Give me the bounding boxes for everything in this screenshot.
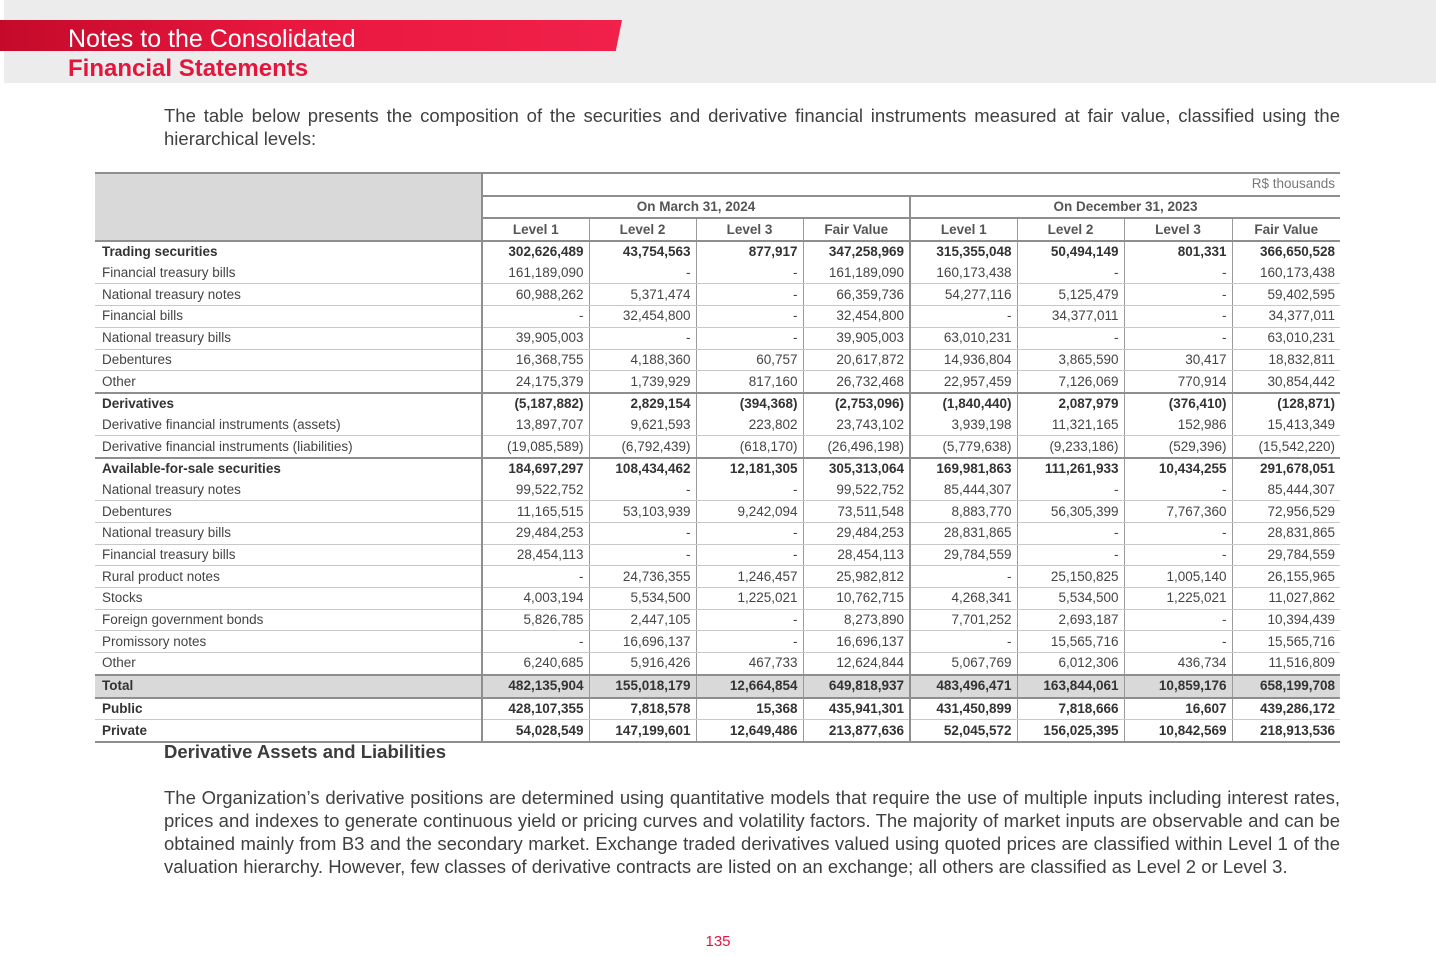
- table-cell: 25,150,825: [1017, 566, 1124, 588]
- table-cell: 22,957,459: [910, 371, 1017, 393]
- table-cell: -: [482, 631, 589, 653]
- table-cell: 291,678,051: [1232, 458, 1340, 480]
- table-cell: 2,087,979: [1017, 393, 1124, 415]
- table-cell: 28,831,865: [910, 523, 1017, 545]
- column-header: Level 3: [1124, 218, 1232, 241]
- table-cell: 12,181,305: [696, 458, 803, 480]
- table-cell: -: [696, 306, 803, 328]
- table-cell: 4,268,341: [910, 588, 1017, 610]
- table-cell: 5,826,785: [482, 609, 589, 631]
- table-cell: 4,188,360: [589, 349, 696, 371]
- table-cell: -: [482, 566, 589, 588]
- table-cell: 467,733: [696, 653, 803, 675]
- table-row: [95, 480, 1340, 501]
- table-cell: 10,842,569: [1124, 720, 1232, 742]
- table-cell: -: [1124, 523, 1232, 545]
- unit-label: R$ thousands: [482, 173, 1340, 196]
- table-row: [95, 588, 1340, 610]
- table-cell: 302,626,489: [482, 241, 589, 263]
- row-label: Financial treasury bills: [95, 263, 482, 284]
- table-cell: 428,107,355: [482, 698, 589, 720]
- row-label: Promissory notes: [95, 631, 482, 653]
- table-cell: 16,696,137: [803, 631, 910, 653]
- page-number: 135: [705, 933, 731, 950]
- table-cell: 14,936,804: [910, 349, 1017, 371]
- table-cell: 10,434,255: [1124, 458, 1232, 480]
- row-label: Debentures: [95, 501, 482, 523]
- table-cell: 366,650,528: [1232, 241, 1340, 263]
- table-cell: 649,818,937: [803, 675, 910, 698]
- table-cell: -: [696, 609, 803, 631]
- table-cell: 7,767,360: [1124, 501, 1232, 523]
- row-label: Rural product notes: [95, 566, 482, 588]
- table-cell: 4,003,194: [482, 588, 589, 610]
- table-cell: -: [1017, 480, 1124, 501]
- table-cell: -: [1124, 284, 1232, 306]
- table-cell: 32,454,800: [803, 306, 910, 328]
- table-cell: 9,621,593: [589, 415, 696, 436]
- table-cell: 30,417: [1124, 349, 1232, 371]
- table-cell: 30,854,442: [1232, 371, 1340, 393]
- table-cell: (1,840,440): [910, 393, 1017, 415]
- table-cell: -: [1017, 263, 1124, 284]
- table-cell: 7,818,578: [589, 698, 696, 720]
- table-cell: 7,818,666: [1017, 698, 1124, 720]
- section-heading: Derivative Assets and Liabilities: [164, 741, 447, 762]
- table-cell: 52,045,572: [910, 720, 1017, 742]
- table-cell: 483,496,471: [910, 675, 1017, 698]
- period-header-2: On December 31, 2023: [910, 196, 1340, 219]
- table-cell: 108,434,462: [589, 458, 696, 480]
- table-row: [95, 393, 1340, 415]
- table-cell: 439,286,172: [1232, 698, 1340, 720]
- table-cell: -: [696, 544, 803, 566]
- table-cell: 801,331: [1124, 241, 1232, 263]
- table-cell: 60,757: [696, 349, 803, 371]
- table-row: [95, 631, 1340, 653]
- intro-paragraph: The table below presents the composition of the securities and derivative financial instruments measured at fair value, classified using the hierarchical levels:: [164, 105, 1340, 149]
- table-cell: 85,444,307: [910, 480, 1017, 501]
- row-label: Stocks: [95, 588, 482, 610]
- table-cell: 155,018,179: [589, 675, 696, 698]
- row-label: Private: [95, 720, 482, 742]
- table-cell: 184,697,297: [482, 458, 589, 480]
- table-cell: 32,454,800: [589, 306, 696, 328]
- table-cell: 8,883,770: [910, 501, 1017, 523]
- column-header: Fair Value: [803, 218, 910, 241]
- table-cell: 770,914: [1124, 371, 1232, 393]
- table-cell: 218,913,536: [1232, 720, 1340, 742]
- table-cell: 5,916,426: [589, 653, 696, 675]
- table-cell: 10,859,176: [1124, 675, 1232, 698]
- table-cell: 3,865,590: [1017, 349, 1124, 371]
- table-cell: 24,736,355: [589, 566, 696, 588]
- table-cell: 10,762,715: [803, 588, 910, 610]
- table-cell: 5,067,769: [910, 653, 1017, 675]
- row-label: Other: [95, 371, 482, 393]
- table-cell: 23,743,102: [803, 415, 910, 436]
- row-label: Trading securities: [95, 241, 482, 263]
- table-cell: 9,242,094: [696, 501, 803, 523]
- table-row: [95, 675, 1340, 698]
- column-header: Level 1: [910, 218, 1017, 241]
- row-label: Debentures: [95, 349, 482, 371]
- page-title-line1: Notes to the Consolidated: [68, 25, 356, 53]
- table-cell: -: [589, 523, 696, 545]
- table-cell: 11,516,809: [1232, 653, 1340, 675]
- table-cell: 7,126,069: [1017, 371, 1124, 393]
- table-row: [95, 609, 1340, 631]
- table-cell: 20,617,872: [803, 349, 910, 371]
- table-cell: (9,233,186): [1017, 436, 1124, 458]
- row-label: Derivatives: [95, 393, 482, 415]
- table-cell: (15,542,220): [1232, 436, 1340, 458]
- table-row: [95, 566, 1340, 588]
- row-label: National treasury notes: [95, 284, 482, 306]
- table-cell: 34,377,011: [1232, 306, 1340, 328]
- column-header: Level 2: [1017, 218, 1124, 241]
- table-row: [95, 458, 1340, 480]
- row-label: Available-for-sale securities: [95, 458, 482, 480]
- table-row: [95, 371, 1340, 393]
- fair-value-table: [95, 172, 1340, 743]
- table-cell: 60,988,262: [482, 284, 589, 306]
- table-cell: -: [1017, 544, 1124, 566]
- table-row: [95, 544, 1340, 566]
- table-cell: 15,565,716: [1017, 631, 1124, 653]
- table-cell: 11,165,515: [482, 501, 589, 523]
- table-cell: 15,368: [696, 698, 803, 720]
- table-row: [95, 241, 1340, 263]
- table-cell: (5,187,882): [482, 393, 589, 415]
- table-cell: -: [696, 327, 803, 349]
- row-label: Derivative financial instruments (liabilities): [95, 436, 482, 458]
- table-cell: 877,917: [696, 241, 803, 263]
- table-cell: 5,125,479: [1017, 284, 1124, 306]
- table-cell: -: [1124, 480, 1232, 501]
- table-cell: 8,273,890: [803, 609, 910, 631]
- table-cell: 66,359,736: [803, 284, 910, 306]
- table-cell: 73,511,548: [803, 501, 910, 523]
- table-row: [95, 284, 1340, 306]
- table-row: [95, 720, 1340, 742]
- table-cell: 56,305,399: [1017, 501, 1124, 523]
- table-row: [95, 436, 1340, 458]
- table-cell: -: [1017, 523, 1124, 545]
- table-row: [95, 698, 1340, 720]
- row-label: Financial bills: [95, 306, 482, 328]
- table-cell: 1,246,457: [696, 566, 803, 588]
- table-cell: (19,085,589): [482, 436, 589, 458]
- table-cell: 2,693,187: [1017, 609, 1124, 631]
- table-cell: -: [1124, 609, 1232, 631]
- table-cell: 63,010,231: [1232, 327, 1340, 349]
- table-cell: 39,905,003: [482, 327, 589, 349]
- table-cell: 29,784,559: [910, 544, 1017, 566]
- page-title-line2: Financial Statements: [68, 55, 309, 82]
- table-corner: [95, 173, 482, 241]
- table-cell: 13,897,707: [482, 415, 589, 436]
- table-cell: 43,754,563: [589, 241, 696, 263]
- table-cell: 658,199,708: [1232, 675, 1340, 698]
- table-cell: -: [1017, 327, 1124, 349]
- table-cell: -: [589, 480, 696, 501]
- column-header: Level 1: [482, 218, 589, 241]
- row-label: National treasury notes: [95, 480, 482, 501]
- table-cell: 161,189,090: [803, 263, 910, 284]
- table-cell: 29,484,253: [803, 523, 910, 545]
- table-cell: 147,199,601: [589, 720, 696, 742]
- table-cell: 16,368,755: [482, 349, 589, 371]
- row-label: National treasury bills: [95, 523, 482, 545]
- table-cell: 29,784,559: [1232, 544, 1340, 566]
- table-cell: 223,802: [696, 415, 803, 436]
- table-cell: 28,454,113: [482, 544, 589, 566]
- table-cell: 7,701,252: [910, 609, 1017, 631]
- table-cell: 435,941,301: [803, 698, 910, 720]
- table-cell: (529,396): [1124, 436, 1232, 458]
- table-row: [95, 327, 1340, 349]
- table-cell: 54,277,116: [910, 284, 1017, 306]
- column-header: Fair Value: [1232, 218, 1340, 241]
- table-cell: 161,189,090: [482, 263, 589, 284]
- table-cell: 85,444,307: [1232, 480, 1340, 501]
- table-cell: 12,649,486: [696, 720, 803, 742]
- table-cell: 28,831,865: [1232, 523, 1340, 545]
- row-label: Foreign government bonds: [95, 609, 482, 631]
- table-cell: 347,258,969: [803, 241, 910, 263]
- table-cell: 34,377,011: [1017, 306, 1124, 328]
- table-cell: 169,981,863: [910, 458, 1017, 480]
- table-cell: (128,871): [1232, 393, 1340, 415]
- table-row: [95, 349, 1340, 371]
- table-cell: 156,025,395: [1017, 720, 1124, 742]
- table-cell: 5,534,500: [589, 588, 696, 610]
- table-cell: 152,986: [1124, 415, 1232, 436]
- table-cell: -: [910, 306, 1017, 328]
- row-label: Public: [95, 698, 482, 720]
- table-cell: -: [696, 631, 803, 653]
- row-label: Total: [95, 675, 482, 698]
- section-body: The Organization’s derivative positions are determined using quantitative models that require the use of multiple inputs including interest rates, prices and indexes to generate continuous yield or pricing curves and volatility factors. The majority of market inputs are observable and can be obtained mainly from B3 and the secondary market. Exchange traded derivatives valued using quoted prices are classified within Level 1 of the valuation hierarchy. However, few classes of derivative contracts are listed on an exchange; all others are classified as Level 2 or Level 3.: [164, 787, 1340, 877]
- table-cell: -: [482, 306, 589, 328]
- table-cell: 5,371,474: [589, 284, 696, 306]
- table-cell: -: [1124, 306, 1232, 328]
- table-cell: (26,496,198): [803, 436, 910, 458]
- table-cell: (2,753,096): [803, 393, 910, 415]
- table-cell: 315,355,048: [910, 241, 1017, 263]
- table-cell: 53,103,939: [589, 501, 696, 523]
- table-cell: (6,792,439): [589, 436, 696, 458]
- table-cell: (394,368): [696, 393, 803, 415]
- table-cell: 160,173,438: [910, 263, 1017, 284]
- table-row: [95, 501, 1340, 523]
- table-cell: 436,734: [1124, 653, 1232, 675]
- period-header-1: On March 31, 2024: [482, 196, 910, 219]
- table-cell: 817,160: [696, 371, 803, 393]
- table-cell: 25,982,812: [803, 566, 910, 588]
- table-cell: 5,534,500: [1017, 588, 1124, 610]
- row-label: Financial treasury bills: [95, 544, 482, 566]
- table-cell: (618,170): [696, 436, 803, 458]
- table-cell: 18,832,811: [1232, 349, 1340, 371]
- table-cell: -: [589, 263, 696, 284]
- table-cell: -: [910, 631, 1017, 653]
- table-cell: 163,844,061: [1017, 675, 1124, 698]
- table-cell: 28,454,113: [803, 544, 910, 566]
- table-cell: 213,877,636: [803, 720, 910, 742]
- table-cell: -: [910, 566, 1017, 588]
- table-cell: 26,732,468: [803, 371, 910, 393]
- table-cell: -: [696, 263, 803, 284]
- table-cell: 15,565,716: [1232, 631, 1340, 653]
- table-row: [95, 523, 1340, 545]
- table-cell: -: [589, 544, 696, 566]
- table-cell: 482,135,904: [482, 675, 589, 698]
- table-cell: 12,664,854: [696, 675, 803, 698]
- table-cell: -: [1124, 263, 1232, 284]
- table-cell: 10,394,439: [1232, 609, 1340, 631]
- table-cell: 3,939,198: [910, 415, 1017, 436]
- table-cell: 29,484,253: [482, 523, 589, 545]
- table-cell: 1,225,021: [696, 588, 803, 610]
- table-cell: -: [1124, 631, 1232, 653]
- table-cell: -: [696, 284, 803, 306]
- table-cell: 15,413,349: [1232, 415, 1340, 436]
- table-cell: (376,410): [1124, 393, 1232, 415]
- column-header: Level 3: [696, 218, 803, 241]
- table-cell: 50,494,149: [1017, 241, 1124, 263]
- table-cell: 6,012,306: [1017, 653, 1124, 675]
- table-cell: 1,739,929: [589, 371, 696, 393]
- table-cell: 2,447,105: [589, 609, 696, 631]
- table-row: [95, 415, 1340, 436]
- table-cell: -: [1124, 544, 1232, 566]
- table-cell: 11,321,165: [1017, 415, 1124, 436]
- table-cell: 72,956,529: [1232, 501, 1340, 523]
- table-cell: 26,155,965: [1232, 566, 1340, 588]
- table-cell: 111,261,933: [1017, 458, 1124, 480]
- column-header: Level 2: [589, 218, 696, 241]
- row-label: National treasury bills: [95, 327, 482, 349]
- table-cell: (5,779,638): [910, 436, 1017, 458]
- table-row: [95, 653, 1340, 675]
- table-cell: 11,027,862: [1232, 588, 1340, 610]
- table-cell: 16,696,137: [589, 631, 696, 653]
- table-cell: -: [696, 523, 803, 545]
- table-row: [95, 306, 1340, 328]
- table-cell: 63,010,231: [910, 327, 1017, 349]
- table-cell: 12,624,844: [803, 653, 910, 675]
- table-cell: 431,450,899: [910, 698, 1017, 720]
- table-cell: 99,522,752: [482, 480, 589, 501]
- table-cell: 2,829,154: [589, 393, 696, 415]
- table-cell: -: [1124, 327, 1232, 349]
- table-cell: 1,225,021: [1124, 588, 1232, 610]
- table-row: [95, 263, 1340, 284]
- table-cell: 6,240,685: [482, 653, 589, 675]
- table-cell: 54,028,549: [482, 720, 589, 742]
- table-cell: 59,402,595: [1232, 284, 1340, 306]
- table-cell: 305,313,064: [803, 458, 910, 480]
- table-cell: 24,175,379: [482, 371, 589, 393]
- row-label: Derivative financial instruments (assets): [95, 415, 482, 436]
- table-cell: -: [696, 480, 803, 501]
- table-cell: 99,522,752: [803, 480, 910, 501]
- table-cell: 39,905,003: [803, 327, 910, 349]
- table-cell: 16,607: [1124, 698, 1232, 720]
- table-cell: 1,005,140: [1124, 566, 1232, 588]
- table-cell: -: [589, 327, 696, 349]
- row-label: Other: [95, 653, 482, 675]
- table-cell: 160,173,438: [1232, 263, 1340, 284]
